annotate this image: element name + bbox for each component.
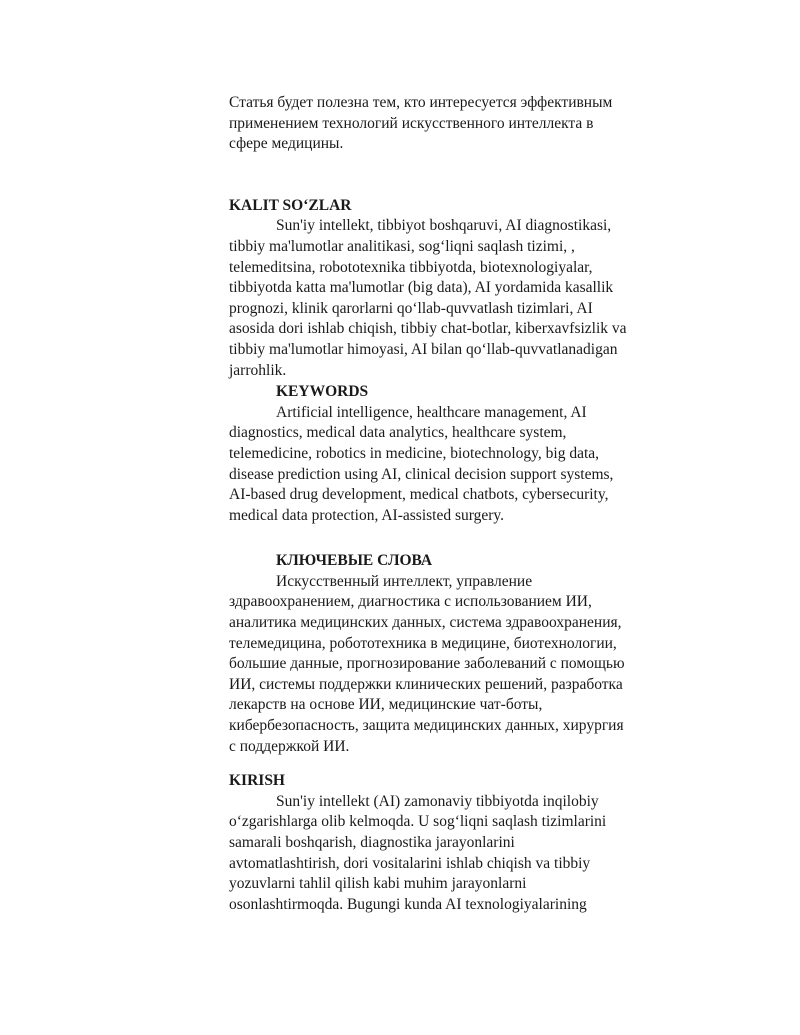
kalit-sozlar-heading: KALIT SO‘ZLAR [229,196,352,214]
keywords-heading: KEYWORDS [276,383,369,401]
klyuchevye-slova-heading: КЛЮЧЕВЫЕ СЛОВА [276,552,433,570]
klyuchevye-slova-paragraph: Искусственный интеллект, управление здравоохранением, диагностика с использованием ИИ, аналитика медицинских данных, система здравоохранения, телемедицина, робототехника в медицине, биотехнологии, большие данные, прогнозирование заболеваний с помощью ИИ, системы поддержки клинических решений, разработка лекарств на основе ИИ, медицинские чат-боты, кибербезопасность, защита медицинских данных, хирургия с поддержкой ИИ. [229,572,625,755]
intro-paragraph: Статья будет полезна тем, кто интересуется эффективным применением технологий искусственного интеллекта в сфере медицины. [229,94,613,153]
keywords-paragraph: Artificial intelligence, healthcare management, AI diagnostics, medical data analytics, healthcare system, telemedicine, robotics in medicine, biotechnology, big data, disease prediction using AI, clinical decision support systems, AI-based drug development, medical chatbots, cybersecurity, medical data protection, AI-assisted surgery. [229,403,614,524]
kirish-heading: KIRISH [229,772,285,790]
kalit-sozlar-paragraph: Sun'iy intellekt, tibbiyot boshqaruvi, AI diagnostikasi, tibbiy ma'lumotlar analitikasi, sog‘liqni saqlash tizimi, , telemeditsina, robototexnika tibbiyotda, biotexnologiyalar, tibbiyotda katta ma'lumotlar (big data), AI yordamida kasallik prognozi, klinik qarorlarni qo‘llab-quvvatlash tizimlari, AI asosida dori ishlab chiqish, tibbiy chat-botlar, kiberxavfsizlik va tibbiy ma'lumotlar himoyasi, AI bilan qo‘llab-quvvatlanadigan jarrohlik. [229,217,627,379]
kirish-paragraph: Sun'iy intellekt (AI) zamonaviy tibbiyotda inqilobiy o‘zgarishlarga olib kelmoqda. U sog‘liqni saqlash tizimlarini samarali boshqarish, diagnostika jarayonlarini avtomatlashtirish, dori vositalarini ishlab chiqish va tibbiy yozuvlarni tahlil qilish kabi muhim jarayonlarni osonlashtirmoqda. Bugungi kunda AI texnologiyalarining [229,792,607,913]
document-page [229,93,629,915]
